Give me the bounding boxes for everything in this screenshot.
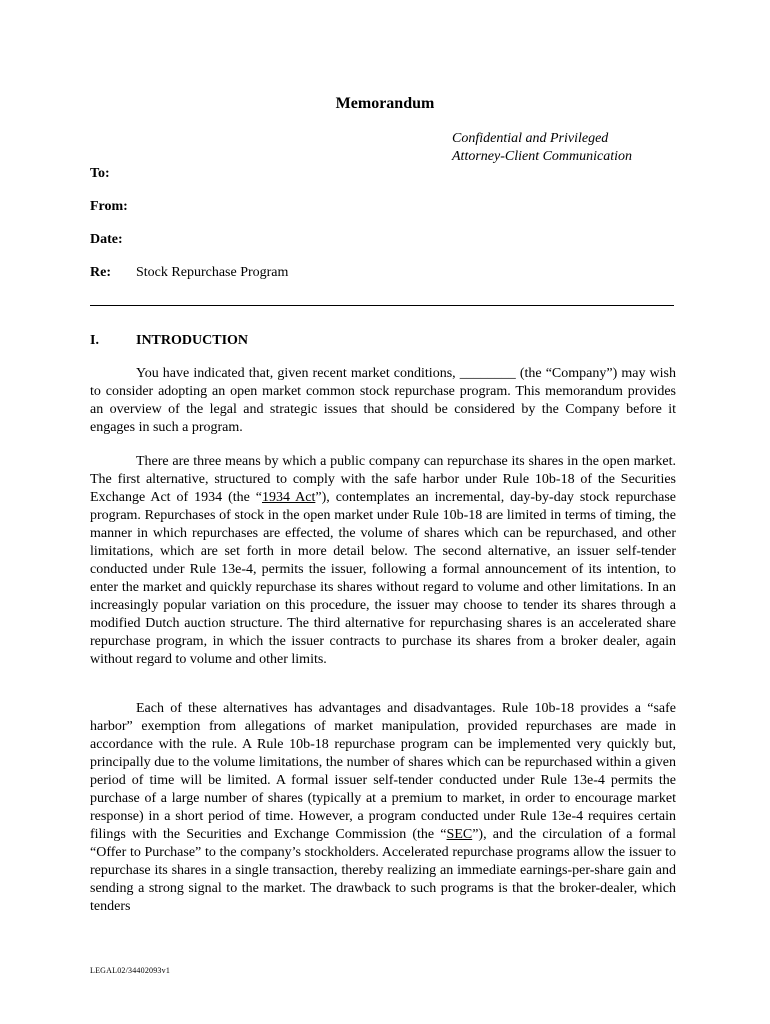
paragraph-3-text-a: Each of these alternatives has advantages and disadvantages. Rule 10b-18 provides a “safe harbor” exemption from allegations of market manipulation, provided repurchases are made in accordance with the rule. A Rule 10b-18 repurchase program can be implemented very quickly but, principally due to the volume limitations, the number of shares which can be repurchased within a given period of time will be limited. A formal issuer self-tender conducted under Rule 13e-4 permits the purchase of a large number of shares (typically at a premium to market, in order to encourage market response) in a short period of time. However, a program conducted under Rule 13e-4 requires certain filings with the Securities and Exchange Commission (the “ [90, 701, 676, 842]
footer-doc-id: LEGAL02/34402093v1 [90, 966, 171, 975]
confidential-line-2: Attorney-Client Communication [452, 149, 633, 164]
paragraph-2-defined-term: 1934 Act [261, 490, 316, 505]
section-title: INTRODUCTION [136, 333, 249, 348]
date-label: Date: [90, 232, 123, 247]
confidential-line-1: Confidential and Privileged [452, 131, 609, 146]
memo-title: Memorandum [335, 95, 435, 112]
section-number: I. [90, 333, 99, 348]
header-divider [90, 305, 674, 306]
paragraph-3 [90, 700, 676, 916]
re-value: Stock Repurchase Program [136, 265, 289, 280]
confidentiality-notice [452, 130, 632, 166]
paragraph-2-text-a: There are three means by which a public company can repurchase its shares in the open market. The first alternative, structured to comply with the safe harbor under Rule 10b-18 of the Securities Exchange Act of 1934 (the “ [90, 454, 676, 505]
paragraph-3-defined-term: SEC [446, 827, 473, 842]
paragraph-2 [90, 453, 676, 669]
paragraph-3-text-b: ”), and the circulation of a formal “Offer to Purchase” to the company’s stockholders. Accelerated repurchase programs allow the issuer to repurchase its shares in a single transaction, thereby realizing an immediate earnings-per-share gain and sending a strong signal to the market. The drawback to such programs is that the broker-dealer, which tenders [90, 827, 676, 914]
paragraph-1: You have indicated that, given recent market conditions, ________ (the “Company”) may wish to consider adopting an open market common stock repurchase program. This memorandum provides an overview of the legal and strategic issues that should be considered by the Company before it engages in such a program. [90, 366, 676, 435]
to-label: To: [90, 166, 110, 181]
paragraph-2-text-b: ”), contemplates an incremental, day-by-day stock repurchase program. Repurchases of stock in the open market under Rule 10b-18 are limited in terms of timing, the manner in which repurchases are effected, the volume of shares which can be repurchased, and other limitations, which are set forth in more detail below. The second alternative, an issuer self-tender conducted under Rule 13e-4, permits the issuer, following a formal announcement of its intention, to enter the market and quickly repurchase its shares without regard to volume and other limitations. In an increasingly popular variation on this procedure, the issuer may choose to tender its shares through a modified Dutch auction structure. The third alternative for repurchasing shares is an accelerated share repurchase program, in which the issuer contracts to purchase its shares from a broker dealer, again without regard to volume and other limits. [90, 490, 676, 667]
re-label: Re: [90, 265, 111, 280]
from-label: From: [90, 199, 128, 214]
